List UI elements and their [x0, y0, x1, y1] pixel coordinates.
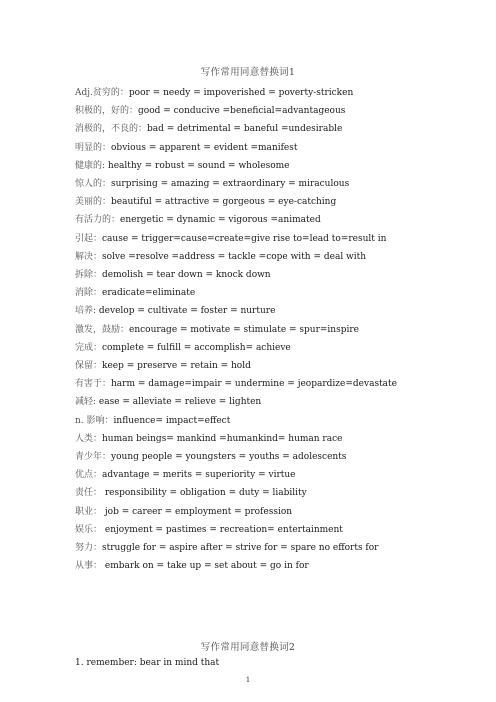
synonym-entry	[75, 393, 435, 411]
synonym-entry	[75, 466, 435, 484]
entry-synonyms: influence= impact=effect	[113, 415, 231, 426]
synonym-list	[75, 84, 435, 575]
entry-chinese-label: 青少年：	[75, 452, 112, 463]
synonym-entry	[75, 557, 435, 575]
entry-chinese-label: 完成：	[75, 342, 103, 353]
entry-synonyms: good = conducive =beneficial=advantageous	[138, 106, 346, 117]
entry-chinese-label: 保留：	[75, 361, 103, 372]
synonym-entry	[75, 484, 435, 502]
entry-chinese-label: 培养:	[75, 306, 99, 317]
page-number: 1	[245, 675, 251, 684]
entry-synonyms: obvious = apparent = evident =manifest	[111, 142, 298, 153]
synonym-entry	[75, 539, 435, 557]
section-title-1: 写作常用同意替换词1	[200, 67, 296, 78]
entry-synonyms: demolish = tear down = knock down	[102, 270, 271, 281]
synonym-entry	[75, 120, 435, 138]
entry-synonyms: struggle for = aspire after = strive for = spare no efforts for	[102, 543, 379, 554]
entry-chinese-label: 优点：	[75, 470, 103, 481]
entry-synonyms: embark on = take up = set about = go in for	[102, 561, 309, 572]
entry-chinese-label: 从事：	[75, 561, 103, 572]
synonym-entry	[75, 448, 435, 466]
entry-synonyms: job = career = employment = profession	[102, 506, 293, 517]
entry-chinese-label: 健康的:	[75, 160, 108, 171]
synonym-entry	[75, 339, 435, 357]
entry-chinese-label: 积极的，好的：	[75, 106, 139, 117]
synonym-entry	[75, 157, 435, 175]
entry-synonyms: eradicate=eliminate	[102, 288, 196, 299]
entry-chinese-label: 人类：	[75, 433, 103, 444]
synonym-entry	[75, 193, 435, 211]
entry-chinese-label: 娱乐：	[75, 524, 103, 535]
entry-chinese-label: 有害于：	[75, 379, 112, 390]
entry-synonyms: advantage = merits = superiority = virtue	[102, 470, 296, 481]
entry-synonyms: solve =resolve =address = tackle =cope with = deal with	[102, 251, 367, 262]
synonym-entry	[75, 284, 435, 302]
synonym-entry	[75, 321, 435, 339]
synonym-entry	[75, 102, 435, 120]
entry-synonyms: energetic = dynamic = vigorous =animated	[120, 215, 321, 226]
entry-synonyms: ease = alleviate = relieve = lighten	[98, 397, 262, 408]
entry-chinese-label: 消极的，不良的：	[75, 124, 148, 135]
entry-chinese-label: 引起：	[75, 233, 103, 244]
entry-chinese-label: n. 影响：	[75, 415, 114, 426]
entry-synonyms: enjoyment = pastimes = recreation= entertainment	[102, 524, 343, 535]
entry-chinese-label: 消除：	[75, 288, 103, 299]
entry-chinese-label: 有活力的：	[75, 215, 121, 226]
entry-synonyms: encourage = motivate = stimulate = spur=inspire	[129, 324, 359, 335]
synonym-entry	[75, 266, 435, 284]
synonym-entry	[75, 430, 435, 448]
synonym-entry	[75, 503, 435, 521]
synonym-entry	[75, 211, 435, 229]
synonym-entry	[75, 175, 435, 193]
synonym-entry	[75, 412, 435, 430]
entry-synonyms: complete = fulfill = accomplish= achieve	[102, 342, 291, 353]
entry-chinese-label: 解决：	[75, 251, 103, 262]
entry-chinese-label: 惊人的：	[75, 179, 112, 190]
entry-chinese-label: 职业：	[75, 506, 103, 517]
entry-synonyms: young people = youngsters = youths = adolescents	[111, 452, 347, 463]
entry-synonyms: human beings= mankind =humankind= human race	[102, 433, 343, 444]
list-item-remember: 1. remember: bear in mind that	[75, 658, 220, 668]
entry-synonyms: beautiful = attractive = gorgeous = eye-catching	[111, 197, 337, 208]
synonym-entry	[75, 139, 435, 157]
synonym-entry	[75, 302, 435, 320]
entry-chinese-label: 美丽的：	[75, 197, 112, 208]
entry-synonyms: cause = trigger=cause=create=give rise to=lead to=result in	[102, 233, 387, 244]
section-title-2: 写作常用同意替换词2	[200, 642, 296, 653]
entry-chinese-label: 责任：	[75, 488, 103, 499]
entry-chinese-label: 努力：	[75, 543, 103, 554]
entry-synonyms: surprising = amazing = extraordinary = miraculous	[111, 179, 350, 190]
entry-chinese-label: 激发，鼓励：	[75, 324, 130, 335]
entry-chinese-label: Adj.贫穷的：	[75, 88, 129, 98]
entry-chinese-label: 减轻:	[75, 397, 99, 408]
entry-synonyms: bad = detrimental = baneful =undesirable	[147, 124, 343, 135]
synonym-entry	[75, 521, 435, 539]
entry-synonyms: develop = cultivate = foster = nurture	[98, 306, 276, 317]
synonym-entry	[75, 357, 435, 375]
synonym-entry	[75, 248, 435, 266]
entry-chinese-label: 明显的：	[75, 142, 112, 153]
synonym-entry	[75, 230, 435, 248]
entry-chinese-label: 拆除：	[75, 270, 103, 281]
entry-synonyms: harm = damage=impair = undermine = jeopardize=devastate	[111, 379, 397, 390]
entry-synonyms: healthy = robust = sound = wholesome	[107, 160, 290, 171]
synonym-entry	[75, 375, 435, 393]
entry-synonyms: responsibility = obligation = duty = liability	[102, 488, 307, 499]
synonym-entry	[75, 84, 435, 102]
entry-synonyms: poor = needy = impoverished = poverty-stricken	[128, 88, 354, 98]
entry-synonyms: keep = preserve = retain = hold	[102, 361, 251, 372]
